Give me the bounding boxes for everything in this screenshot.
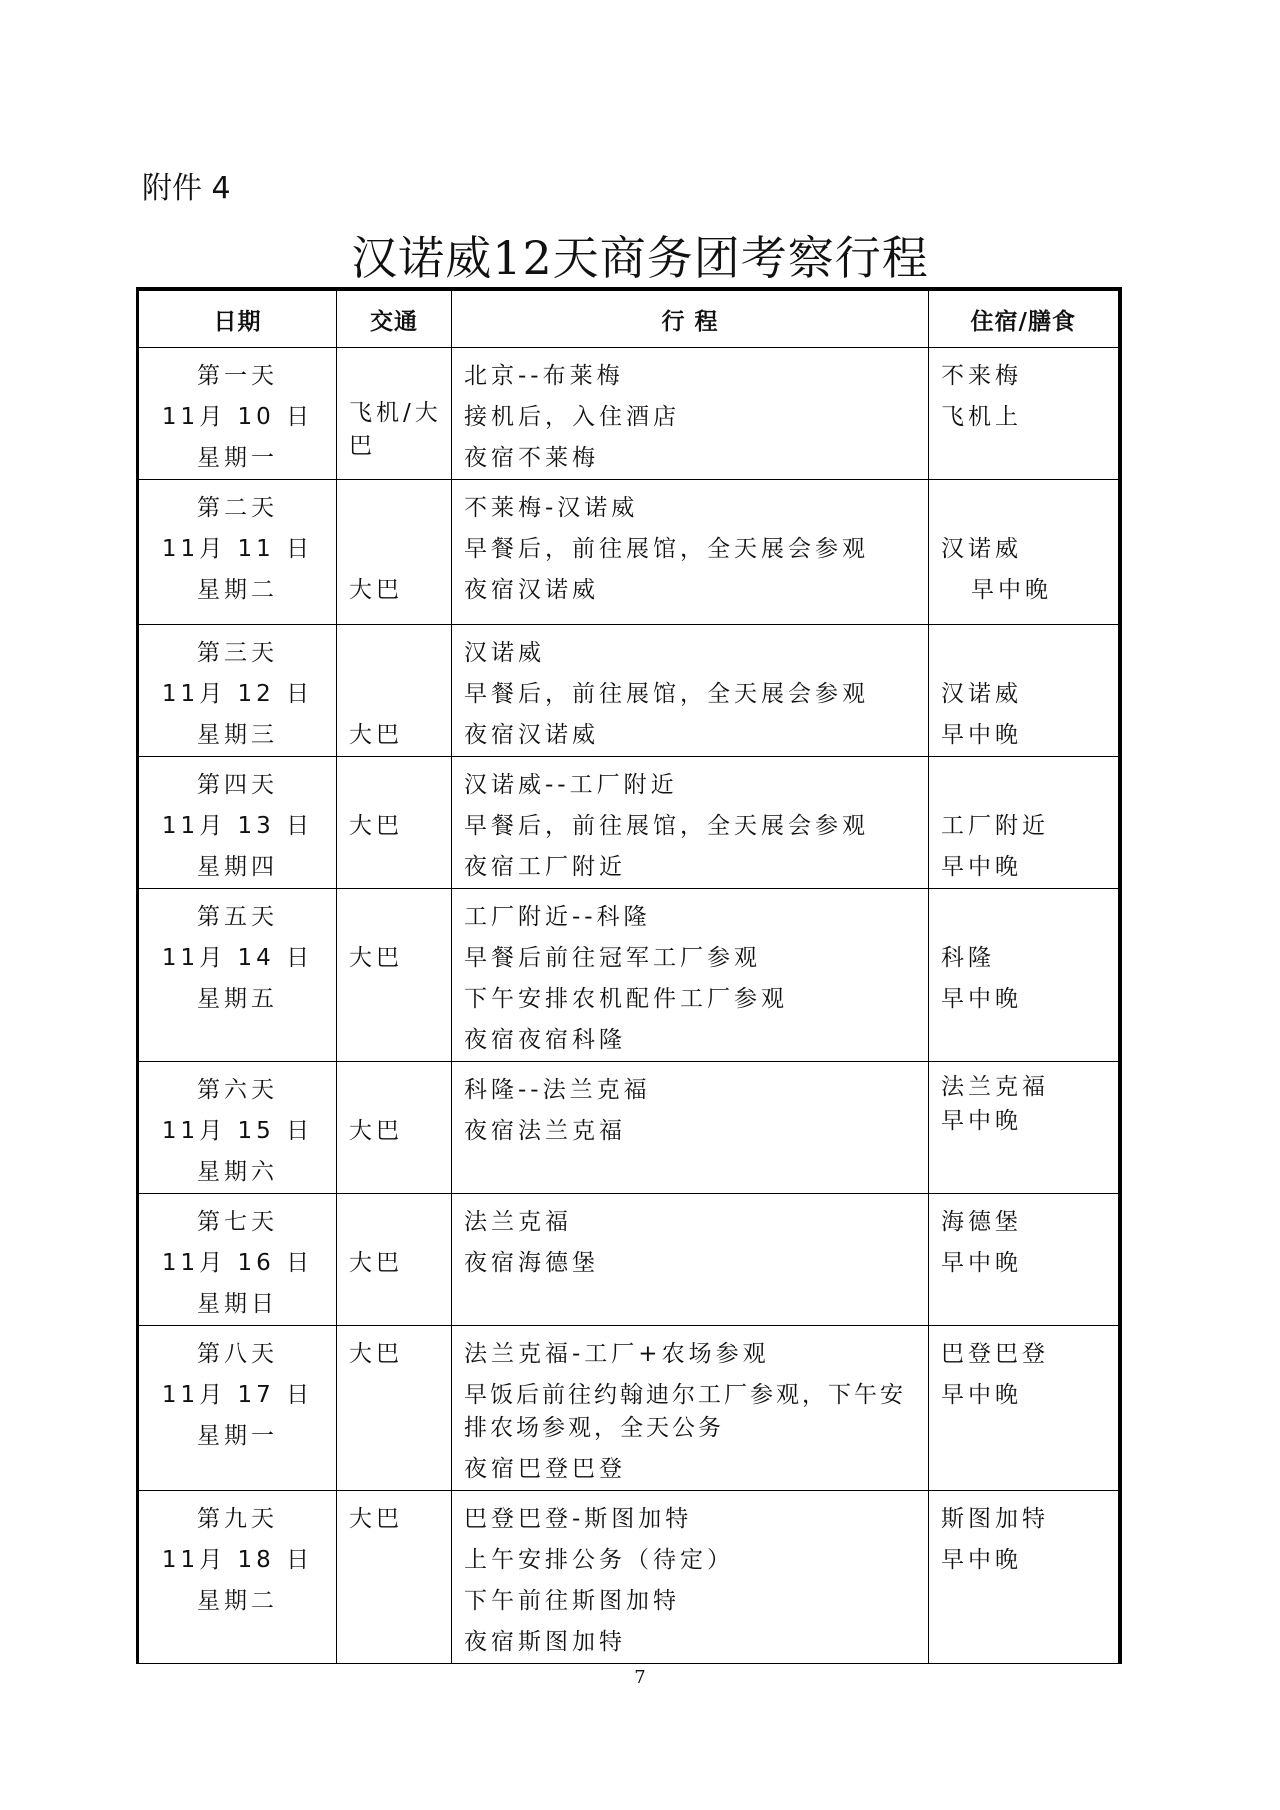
day-label: 第六天 — [197, 1077, 278, 1103]
lodging-line: 工厂附近 — [941, 813, 1049, 839]
date-cell — [138, 1062, 337, 1194]
itinerary-line: 工厂附近--科隆 — [464, 904, 651, 930]
itinerary-line: 上午安排公务（待定） — [464, 1547, 734, 1573]
day-label: 第五天 — [197, 904, 278, 930]
transport-cell — [337, 625, 452, 757]
transport-cell — [337, 1062, 452, 1194]
meal-line: 早中晚 — [941, 1250, 1022, 1276]
transport-label: 大巴 — [349, 577, 403, 603]
itinerary-line: 夜宿斯图加特 — [464, 1629, 626, 1655]
meal-line: 早中晚 — [941, 854, 1022, 880]
itinerary-line: 法兰克福 — [464, 1209, 572, 1235]
page-number: 7 — [634, 1667, 646, 1688]
itinerary-line: 夜宿汉诺威 — [464, 577, 599, 603]
meal-line: 早中晚 — [941, 1382, 1022, 1408]
meal-line: 早中晚 — [941, 722, 1022, 748]
date-cell — [138, 1326, 337, 1491]
itinerary-line: 早餐后前往冠军工厂参观 — [464, 945, 761, 971]
date-label: 11月 18 日 — [161, 1547, 314, 1573]
transport-label: 大巴 — [349, 1250, 403, 1276]
date-cell — [138, 757, 337, 889]
itinerary-line: 下午安排农机配件工厂参观 — [464, 986, 788, 1012]
table-row — [138, 1062, 1120, 1194]
lodging-cell — [929, 1491, 1120, 1664]
date-label: 11月 13 日 — [161, 813, 314, 839]
header-itinerary: 行 程 — [452, 289, 929, 348]
itinerary-line: 夜宿巴登巴登 — [464, 1456, 626, 1482]
itinerary-line: 夜宿不莱梅 — [464, 445, 599, 471]
itinerary-line: 不莱梅-汉诺威 — [464, 495, 639, 521]
itinerary-cell — [452, 1491, 929, 1664]
weekday-label: 星期一 — [197, 445, 278, 471]
date-label: 11月 15 日 — [161, 1118, 314, 1144]
day-label: 第八天 — [197, 1341, 278, 1367]
date-cell — [138, 480, 337, 625]
transport-label: 飞机/大巴 — [349, 400, 442, 459]
transport-cell — [337, 348, 452, 480]
transport-cell — [337, 1194, 452, 1326]
date-label: 11月 17 日 — [161, 1382, 314, 1408]
day-label: 第一天 — [197, 363, 278, 389]
itinerary-table — [136, 287, 1122, 1664]
lodging-line: 科隆 — [941, 945, 995, 971]
table-row — [138, 1194, 1120, 1326]
itinerary-line: 夜宿法兰克福 — [464, 1118, 626, 1144]
itinerary-line: 早餐后，前往展馆，全天展会参观 — [464, 813, 869, 839]
table-row — [138, 757, 1120, 889]
header-transport: 交通 — [337, 289, 452, 348]
table-row — [138, 1491, 1120, 1664]
transport-cell — [337, 480, 452, 625]
weekday-label: 星期五 — [197, 986, 278, 1012]
day-label: 第四天 — [197, 772, 278, 798]
date-label: 11月 16 日 — [161, 1250, 314, 1276]
itinerary-cell — [452, 480, 929, 625]
meal-line: 早中晚 — [941, 1547, 1022, 1573]
lodging-cell — [929, 889, 1120, 1062]
date-label: 11月 10 日 — [161, 404, 314, 430]
transport-label: 大巴 — [349, 1118, 403, 1144]
transport-label: 大巴 — [349, 945, 403, 971]
weekday-label: 星期日 — [197, 1291, 278, 1317]
itinerary-cell — [452, 1194, 929, 1326]
date-cell — [138, 1491, 337, 1664]
itinerary-cell — [452, 889, 929, 1062]
header-date: 日期 — [138, 289, 337, 348]
lodging-cell — [929, 1326, 1120, 1491]
table-row — [138, 625, 1120, 757]
itinerary-line: 夜宿夜宿科隆 — [464, 1027, 626, 1053]
day-label: 第七天 — [197, 1209, 278, 1235]
meal-line: 飞机上 — [941, 404, 1022, 430]
transport-label: 大巴 — [349, 722, 403, 748]
itinerary-line: 接机后，入住酒店 — [464, 404, 680, 430]
lodging-line: 汉诺威 — [941, 681, 1022, 707]
date-cell — [138, 348, 337, 480]
lodging-line: 不来梅 — [941, 363, 1022, 389]
lodging-cell — [929, 1062, 1120, 1194]
weekday-label: 星期一 — [197, 1423, 278, 1449]
itinerary-line: 法兰克福-工厂+农场参观 — [464, 1341, 770, 1367]
weekday-label: 星期六 — [197, 1159, 278, 1185]
day-label: 第三天 — [197, 640, 278, 666]
weekday-label: 星期四 — [197, 854, 278, 880]
weekday-label: 星期二 — [197, 577, 278, 603]
table-header-row — [138, 289, 1120, 348]
itinerary-cell — [452, 625, 929, 757]
itinerary-line: 汉诺威--工厂附近 — [464, 772, 678, 798]
itinerary-cell — [452, 1062, 929, 1194]
table-row — [138, 480, 1120, 625]
attachment-label: 附件 4 — [142, 171, 231, 206]
lodging-cell — [929, 348, 1120, 480]
itinerary-line: 夜宿汉诺威 — [464, 722, 599, 748]
itinerary-line: 早餐后，前往展馆，全天展会参观 — [464, 681, 869, 707]
itinerary-line: 北京--布莱梅 — [464, 363, 624, 389]
lodging-line: 斯图加特 — [941, 1506, 1049, 1532]
itinerary-line: 早餐后，前往展馆，全天展会参观 — [464, 536, 869, 562]
lodging-line: 法兰克福 — [941, 1074, 1049, 1100]
day-label: 第九天 — [197, 1506, 278, 1532]
transport-cell — [337, 1491, 452, 1664]
date-label: 11月 11 日 — [161, 536, 314, 562]
document-title: 汉诺威12天商务团考察行程 — [351, 231, 929, 285]
lodging-line: 巴登巴登 — [941, 1341, 1049, 1367]
lodging-cell — [929, 480, 1120, 625]
lodging-cell — [929, 1194, 1120, 1326]
transport-cell — [337, 1326, 452, 1491]
table-row — [138, 1326, 1120, 1491]
lodging-line: 汉诺威 — [941, 536, 1022, 562]
itinerary-cell — [452, 348, 929, 480]
transport-cell — [337, 889, 452, 1062]
transport-label: 大巴 — [349, 1506, 403, 1532]
date-cell — [138, 889, 337, 1062]
transport-label: 大巴 — [349, 1341, 403, 1367]
meal-line: 早中晚 — [971, 577, 1052, 603]
itinerary-line: 夜宿工厂附近 — [464, 854, 626, 880]
lodging-cell — [929, 757, 1120, 889]
meal-line: 早中晚 — [941, 986, 1022, 1012]
itinerary-line: 科隆--法兰克福 — [464, 1077, 651, 1103]
weekday-label: 星期二 — [197, 1588, 278, 1614]
itinerary-cell — [452, 757, 929, 889]
lodging-line: 海德堡 — [941, 1209, 1022, 1235]
table-row — [138, 348, 1120, 480]
header-lodging: 住宿/膳食 — [929, 289, 1120, 348]
transport-cell — [337, 757, 452, 889]
itinerary-line: 夜宿海德堡 — [464, 1250, 599, 1276]
date-cell — [138, 1194, 337, 1326]
itinerary-line: 巴登巴登-斯图加特 — [464, 1506, 693, 1532]
weekday-label: 星期三 — [197, 722, 278, 748]
lodging-cell — [929, 625, 1120, 757]
itinerary-line: 下午前往斯图加特 — [464, 1588, 680, 1614]
day-label: 第二天 — [197, 495, 278, 521]
transport-label: 大巴 — [349, 813, 403, 839]
meal-line: 早中晚 — [941, 1108, 1022, 1134]
itinerary-line: 早饭后前往约翰迪尔工厂参观，下午安排农场参观，全天公务 — [464, 1382, 906, 1441]
date-label: 11月 12 日 — [161, 681, 314, 707]
date-cell — [138, 625, 337, 757]
table-row — [138, 889, 1120, 1062]
itinerary-cell — [452, 1326, 929, 1491]
date-label: 11月 14 日 — [161, 945, 314, 971]
itinerary-line: 汉诺威 — [464, 640, 545, 666]
